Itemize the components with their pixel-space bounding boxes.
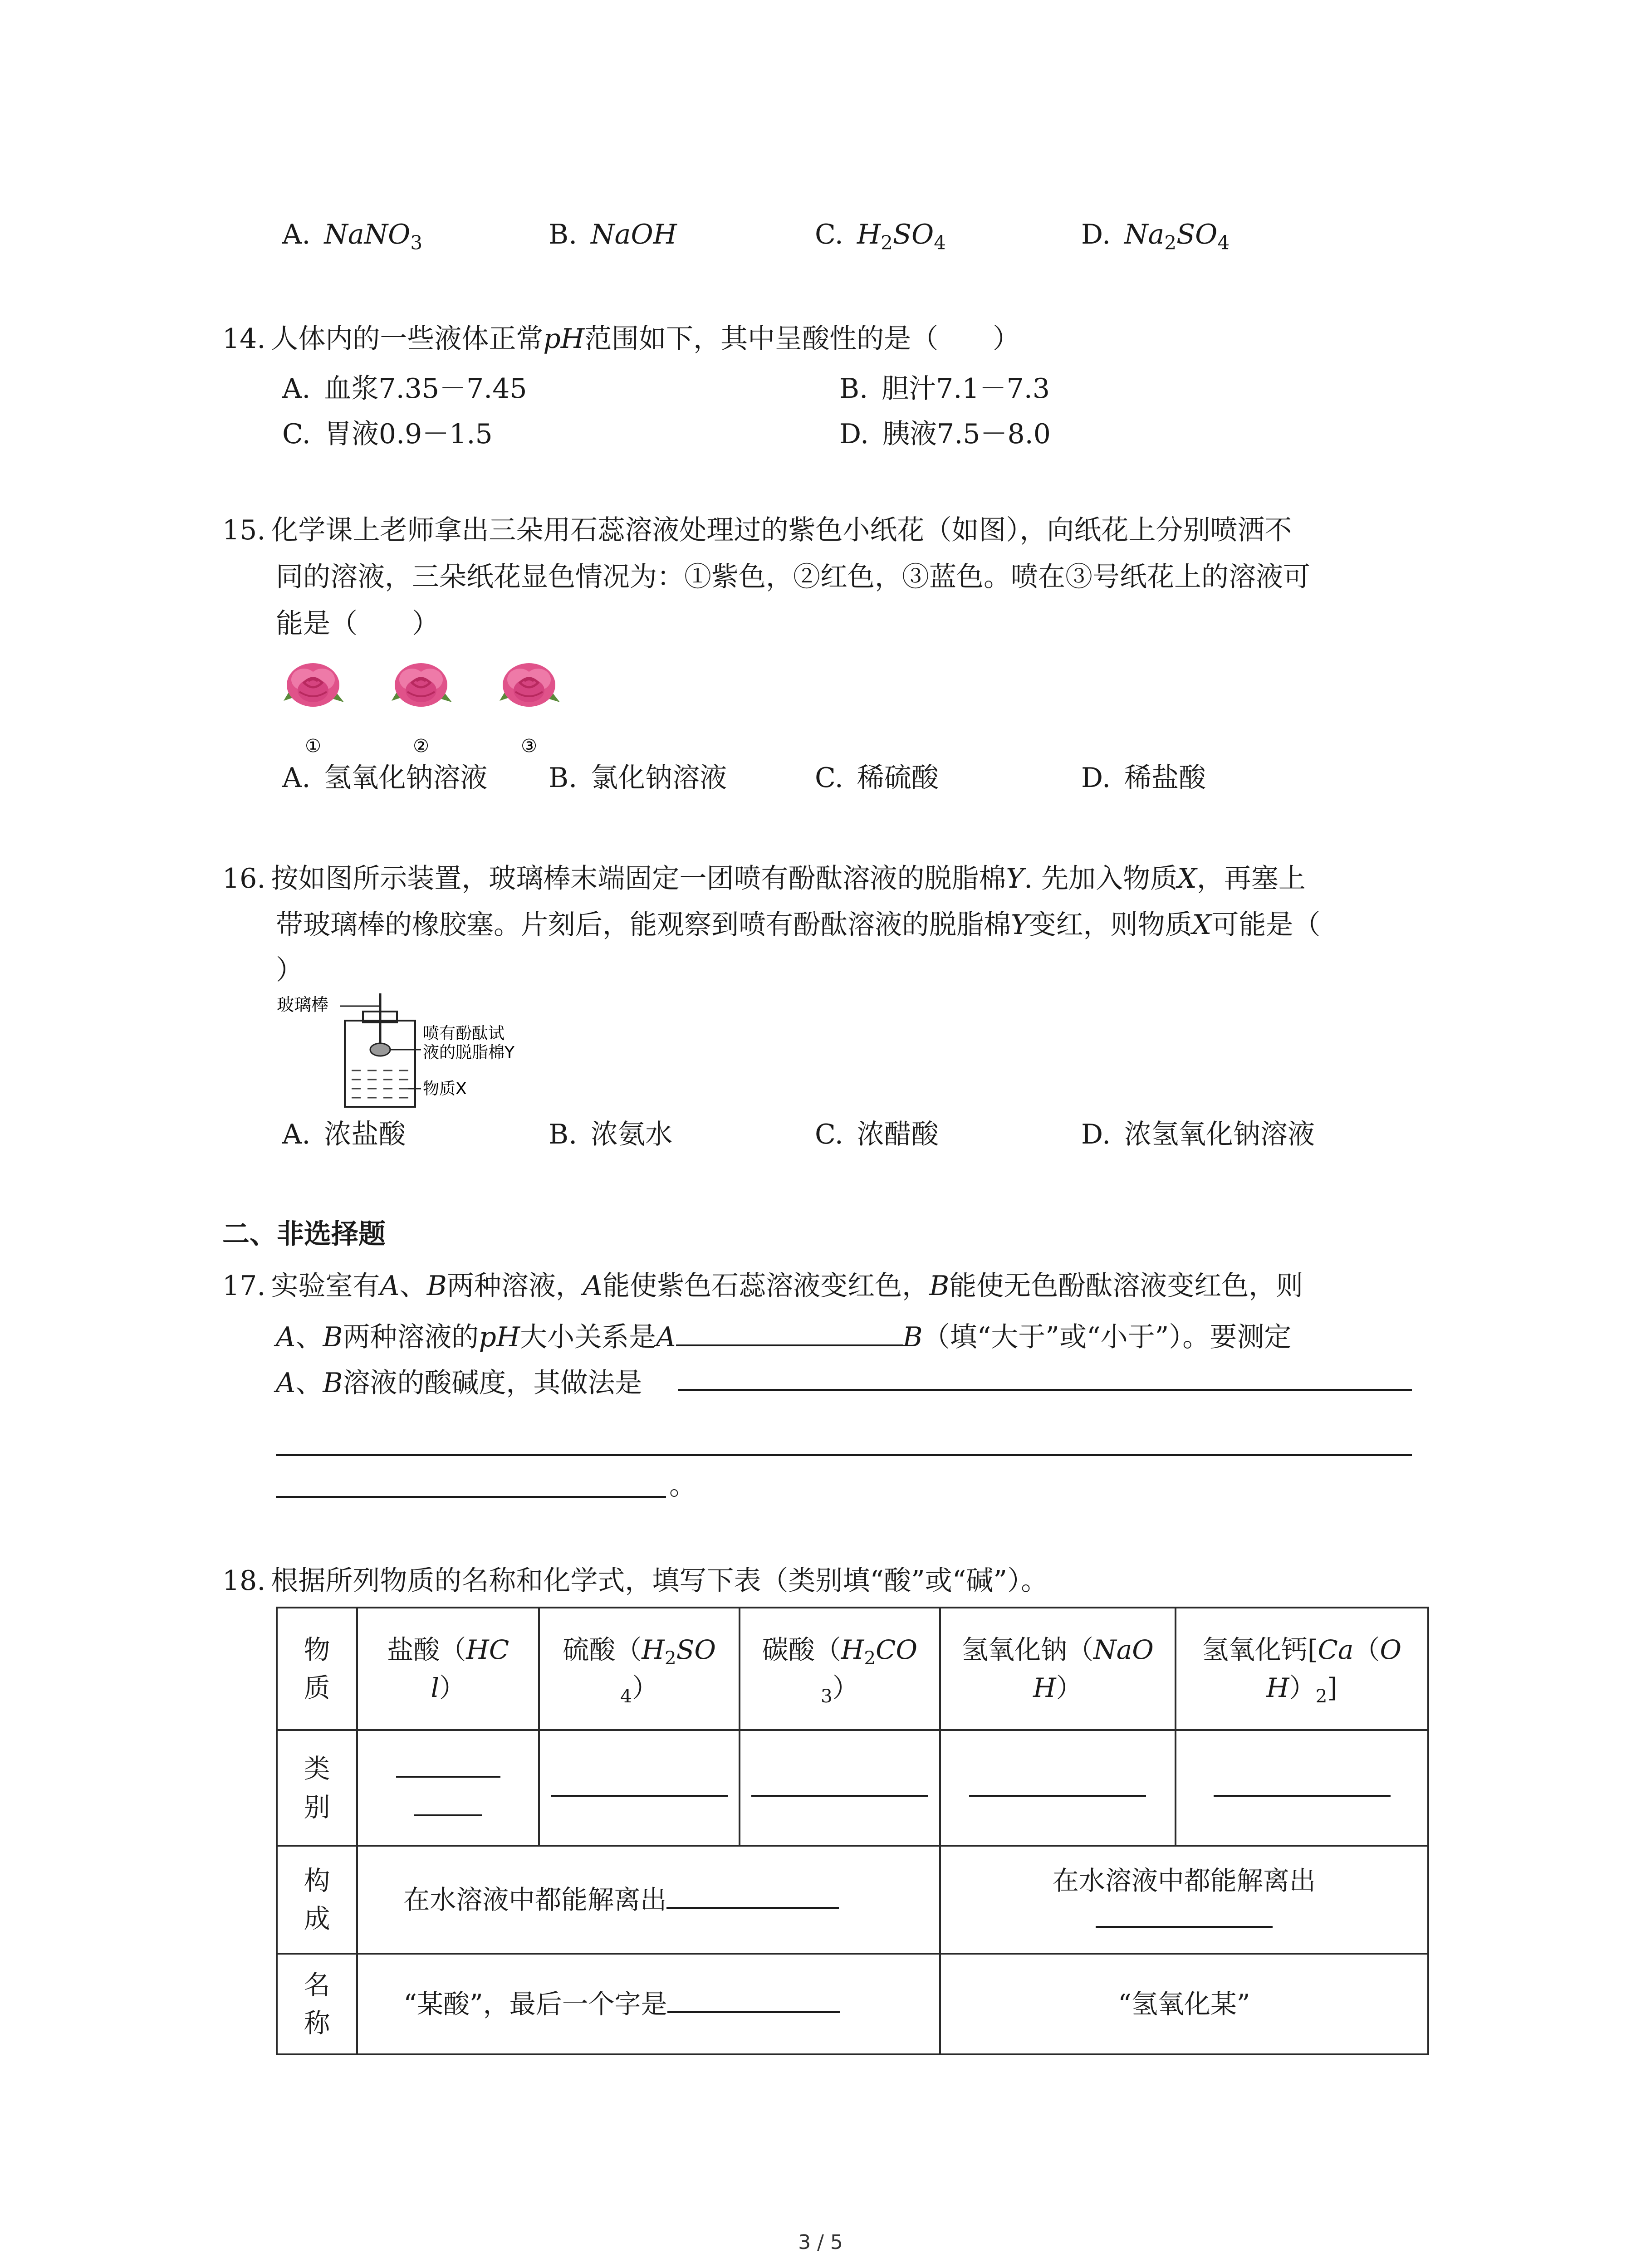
substance-h2so4: 硫酸（$H_2SO$ $_4$）	[539, 1608, 740, 1730]
q15-line3: 能是（ ）	[276, 608, 439, 640]
q15-line2: 同的溶液，三朵纸花显色情况为：①紫色，②红色，③蓝色。喷在③号纸花上的溶液可	[276, 561, 1310, 593]
q17-line3: A、B溶液的酸碱度，其做法是	[276, 1367, 642, 1399]
q17-blank-method-3[interactable]	[276, 1496, 666, 1498]
label-cotton-b: 液的脱脂棉Y	[423, 1043, 514, 1062]
q18-stem: 18. 根据所列物质的名称和化学式，填写下表（类别填“酸”或“碱”）。	[222, 1565, 1048, 1597]
q14-stem: 14. 人体内的一些液体正常pH范围如下，其中呈酸性的是（ ）	[222, 323, 1020, 355]
substance-x-liquid	[352, 1070, 408, 1098]
header-name: 名 称	[277, 1954, 357, 2054]
q14-option-d: D. 胰液7.5－8.0	[839, 418, 1051, 450]
flowers-figure	[277, 653, 594, 762]
q17-blank-method-1[interactable]	[678, 1389, 1412, 1391]
cotton-y	[370, 1043, 390, 1056]
header-composition: 构 成	[277, 1846, 357, 1954]
q15-line1: 15. 化学课上老师拿出三朵用石蕊溶液处理过的紫色小纸花（如图），向纸花上分别喷洒不	[222, 514, 1292, 546]
name-base: “氢氧化某”	[940, 1954, 1428, 2054]
flower-3-label: ③	[521, 736, 537, 757]
q18-table	[276, 1607, 1429, 2055]
flower-1-label: ①	[305, 736, 321, 757]
substance-naoh: 氢氧化钠（NaO H）	[940, 1608, 1176, 1730]
q15-option-b: B. 氯化钠溶液	[549, 762, 727, 794]
q14-option-a: A. 血浆7.35－7.45	[282, 373, 527, 405]
q14-option-b: B. 胆汁7.1－7.3	[839, 373, 1050, 405]
label-glass-rod: 玻璃棒	[277, 995, 329, 1015]
flower-1-icon	[284, 663, 344, 707]
category-h2co3-cell[interactable]	[740, 1730, 940, 1846]
q14-option-c: C. 胃液0.9－1.5	[282, 418, 493, 450]
table-row-composition	[277, 1846, 1428, 1954]
flower-2-icon	[392, 663, 452, 707]
q17-line1: 17. 实验室有A、B两种溶液，A能使紫色石蕊溶液变红色，B能使无色酚酞溶液变红色，则	[222, 1270, 1303, 1302]
q17-line2: A、B两种溶液的pH大小关系是A B（填“大于”或“小于”）。要测定	[276, 1318, 1291, 1355]
flower-2-label: ②	[413, 736, 429, 757]
table-row-category	[277, 1730, 1428, 1846]
q16-line1: 16. 按如图所示装置，玻璃棒末端固定一团喷有酚酞溶液的脱脂棉Y. 先加入物质X，再塞上	[222, 863, 1306, 894]
page-number: 3 / 5	[798, 2231, 843, 2254]
substance-h2co3: 碳酸（$H_2CO$ $_3$）	[740, 1608, 940, 1730]
header-substance: 物 质	[277, 1608, 357, 1730]
label-cotton-a: 喷有酚酞试	[423, 1024, 505, 1043]
table-row-substance	[277, 1608, 1428, 1730]
q13-option-b: B. NaOH	[549, 219, 677, 250]
q16-option-a: A. 浓盐酸	[282, 1119, 406, 1150]
composition-base[interactable]: 在水溶液中都能解离出	[940, 1846, 1428, 1954]
label-substance-x: 物质X	[423, 1080, 467, 1098]
q15-option-d: D. 稀盐酸	[1081, 762, 1206, 794]
q16-line3: ）	[276, 954, 303, 986]
apparatus-diagram	[277, 993, 558, 1111]
header-category: 类 别	[277, 1730, 357, 1846]
category-caoh2-cell[interactable]	[1176, 1730, 1428, 1846]
q15-option-c: C. 稀硫酸	[815, 762, 939, 794]
section-2-title: 二、非选择题	[222, 1218, 386, 1250]
q17-blank-method-2[interactable]	[276, 1454, 1412, 1456]
category-hcl-cell[interactable]	[357, 1730, 539, 1846]
name-acid[interactable]: “某酸”，最后一个字是	[357, 1954, 940, 2054]
category-h2so4-cell[interactable]	[539, 1730, 740, 1846]
table-row-name	[277, 1954, 1428, 2054]
q13-option-c: C. $H_2SO_4$	[815, 219, 946, 254]
q17-end-mark: 。	[669, 1470, 696, 1501]
flower-3-icon	[500, 663, 560, 707]
q16-line2: 带玻璃棒的橡胶塞。片刻后，能观察到喷有酚酞溶液的脱脂棉Y变红，则物质X可能是（	[276, 909, 1321, 941]
q17-blank-ph-compare[interactable]	[676, 1318, 903, 1346]
composition-acid[interactable]: 在水溶液中都能解离出	[357, 1846, 940, 1954]
q15-option-a: A. 氢氧化钠溶液	[282, 762, 488, 794]
q13-option-a: A. NaNO$_3$	[282, 219, 423, 254]
q16-option-b: B. 浓氨水	[549, 1119, 673, 1150]
q16-option-c: C. 浓醋酸	[815, 1119, 939, 1150]
category-naoh-cell[interactable]	[940, 1730, 1176, 1846]
substance-caoh2: 氢氧化钙[Ca（O $H)_2$]	[1176, 1608, 1428, 1730]
substance-hcl: 盐酸（HC l）	[357, 1608, 539, 1730]
q13-option-d: D. $Na_2SO_4$	[1081, 219, 1230, 254]
q16-option-d: D. 浓氢氧化钠溶液	[1081, 1119, 1315, 1150]
